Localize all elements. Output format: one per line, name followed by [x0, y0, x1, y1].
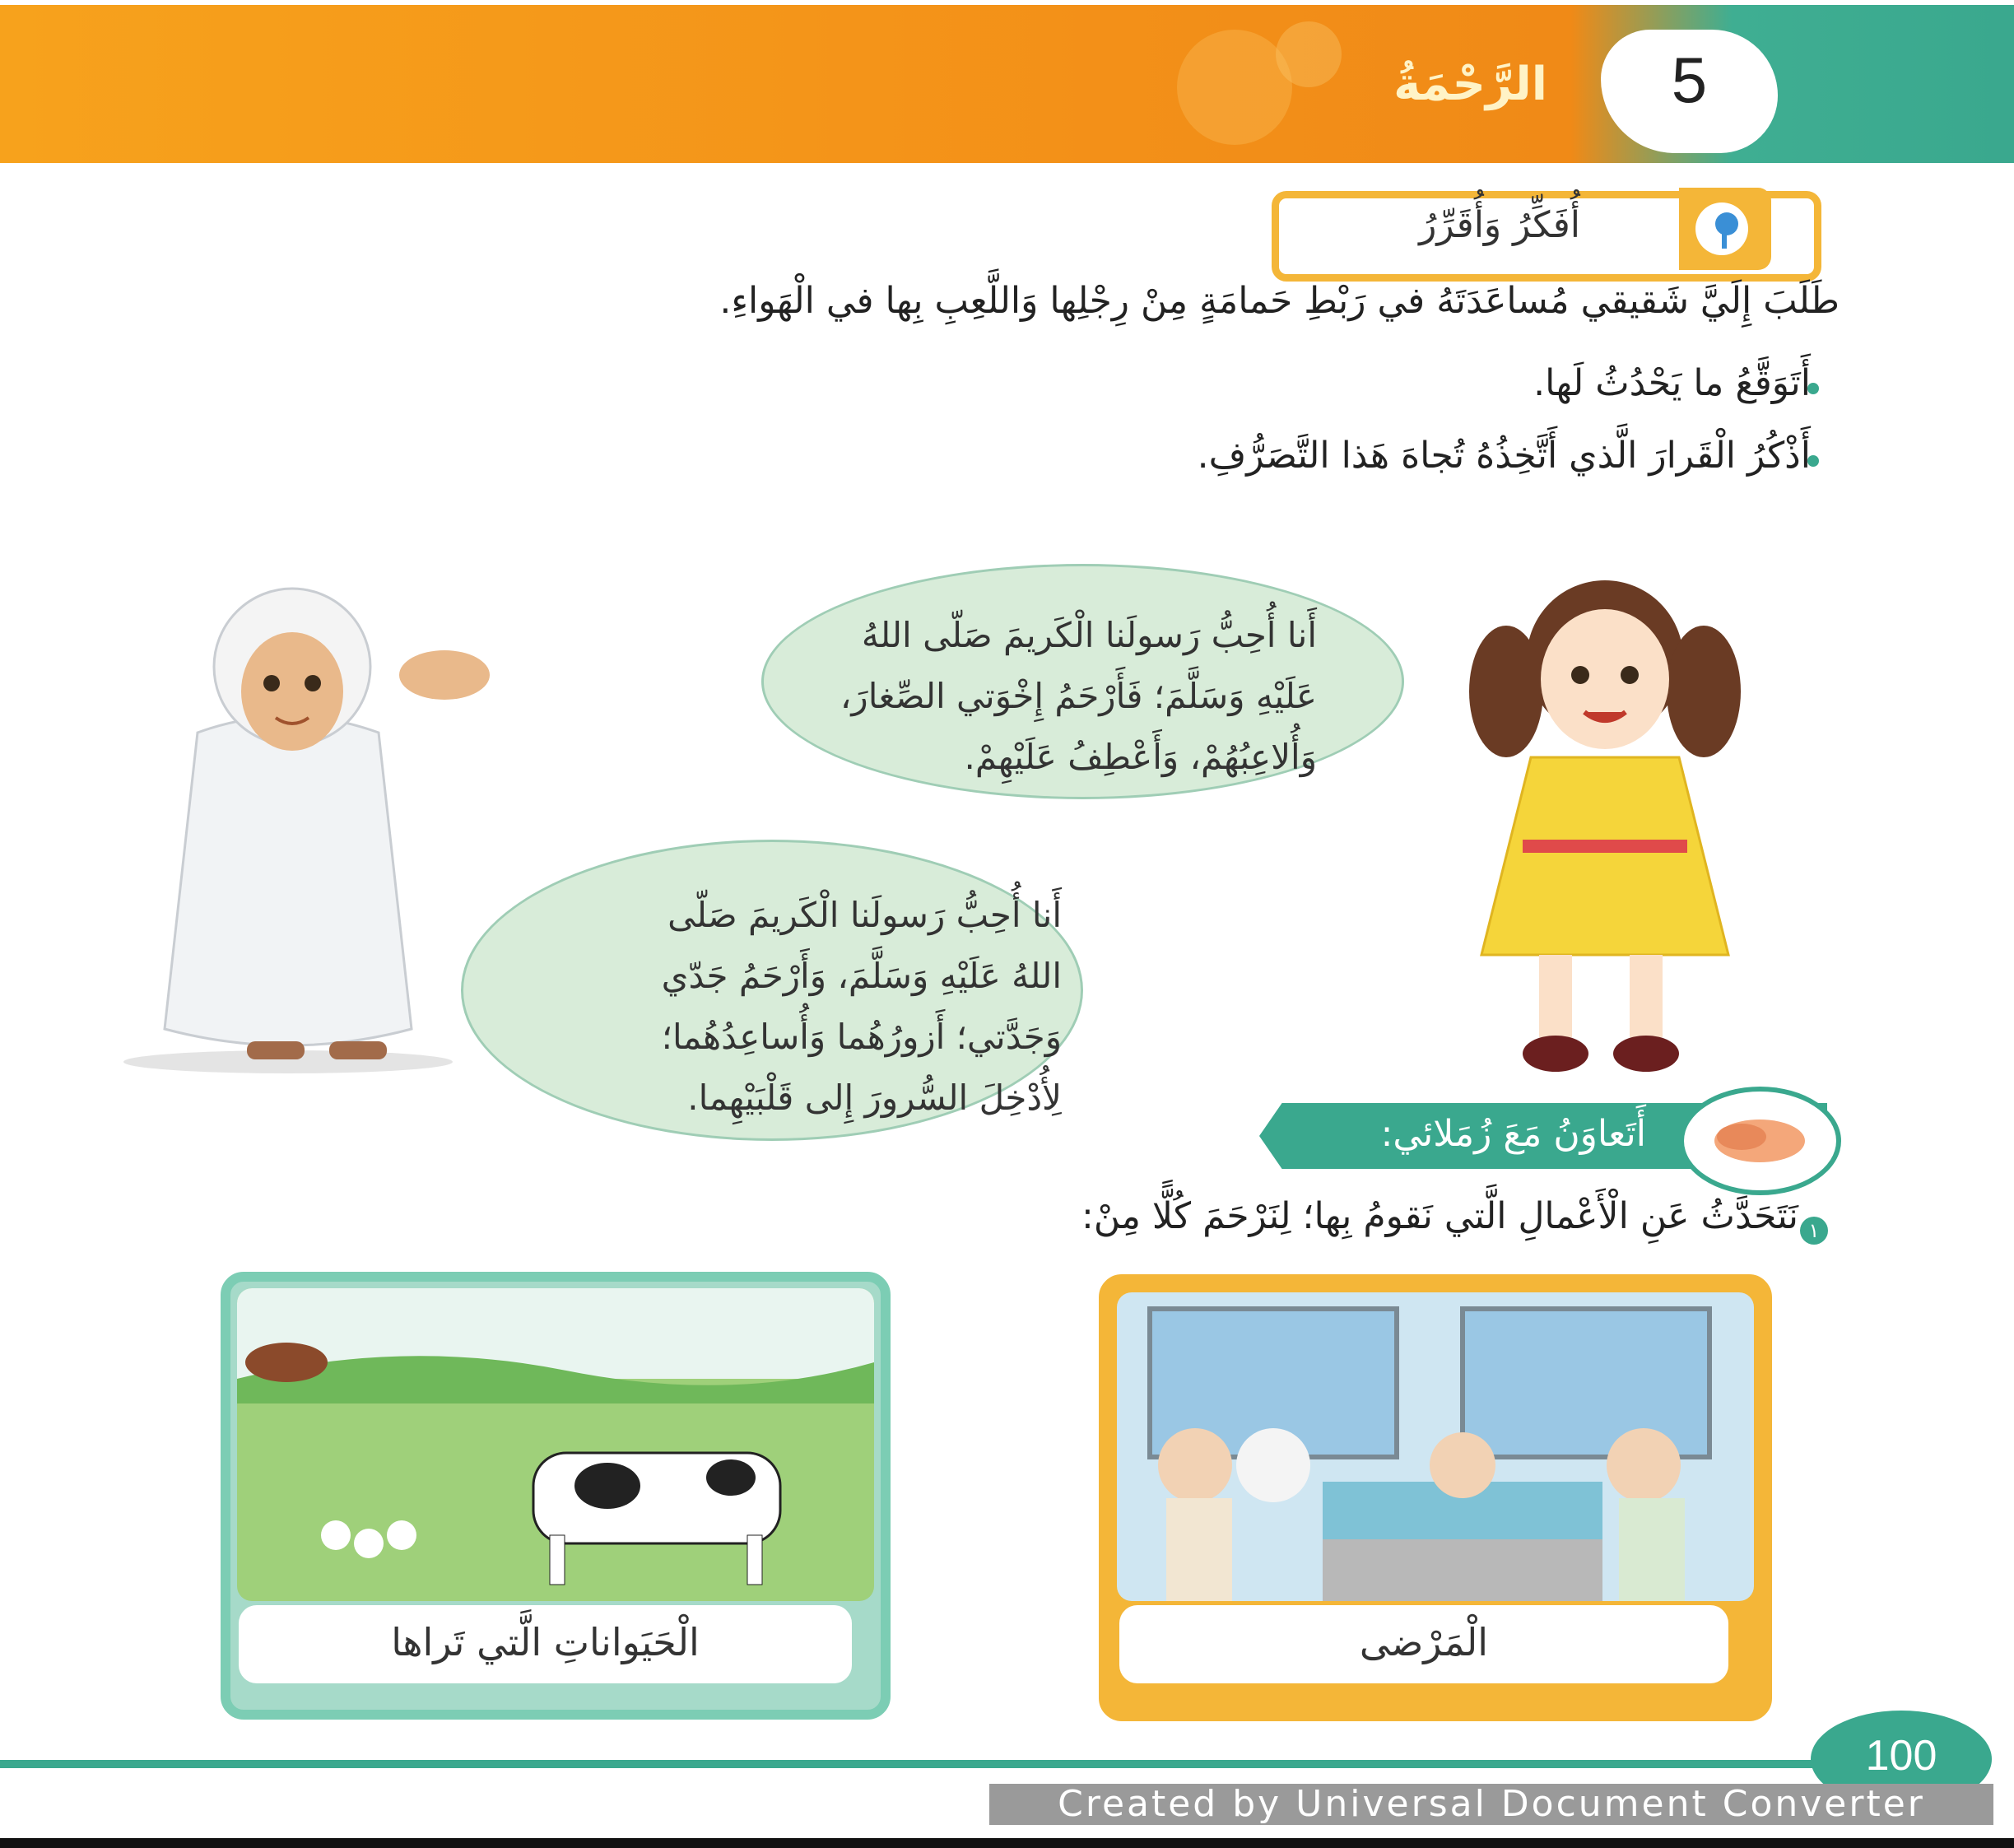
- boy-speech-line: اللهُ عَلَيْهِ وَسَلَّمَ، وَأَرْحَمُ جَدّي: [661, 956, 1062, 996]
- girl-character-illustration: [1383, 568, 1827, 1087]
- activity-number-badge: ١: [1800, 1217, 1828, 1245]
- decorative-pattern: [1136, 5, 1350, 163]
- lesson-number: 5: [1671, 44, 1708, 116]
- hospital-visit-illustration: [1117, 1292, 1754, 1601]
- boy-speech-line: لِأُدْخِلَ السُّرورَ إِلى قَلْبَيْهِما.: [687, 1078, 1062, 1118]
- footer-line: [0, 1760, 1852, 1768]
- animals-caption: الْحَيَواناتِ الَّتي تَراها: [391, 1620, 700, 1664]
- page-number: 100: [1865, 1732, 1937, 1780]
- girl-speech-text: [790, 605, 1317, 788]
- question-1: أَتَوَقَّعُ ما يَحْدُثُ لَها.: [1533, 362, 1811, 404]
- farm-animals-illustration: [237, 1288, 874, 1601]
- boy-speech-text: [502, 885, 1062, 1129]
- boy-speech-line: وَجَدَّتي؛ أَزورُهُما وَأُساعِدُهُما؛: [661, 1017, 1062, 1057]
- watermark-text: Created by Universal Document Converter: [989, 1784, 1993, 1825]
- patients-caption: الْمَرْضى: [1359, 1620, 1489, 1664]
- girl-speech-line: وَأُلاعِبُهُمْ، وَأَعْطِفُ عَلَيْهِمْ.: [964, 737, 1317, 777]
- cooperate-label: أَتَعاوَنُ مَعَ زُمَلائي:: [1380, 1113, 1646, 1155]
- bottom-border: [0, 1838, 2014, 1848]
- girl-speech-line: عَلَيْهِ وَسَلَّمَ؛ فَأَرْحَمُ إِخْوَتي الصِّغارَ،: [840, 676, 1317, 716]
- handshake-icon: [1679, 1087, 1841, 1195]
- thinking-head-icon: [1679, 188, 1771, 270]
- intro-text: طَلَبَ إِلَيَّ شَقيقي مُساعَدَتَهُ في رَبْطِ حَمامَةٍ مِنْ رِجْلِها وَاللَّعِبِ بِها في الْهَواءِ.: [719, 280, 1840, 322]
- girl-speech-line: أَنا أُحِبُّ رَسولَنا الْكَريمَ صَلّى اللهُ: [861, 615, 1317, 655]
- boy-speech-line: أَنا أُحِبُّ رَسولَنا الْكَريمَ صَلّى: [667, 895, 1062, 935]
- activity-text: نَتَحَدَّثُ عَنِ الْأَعْمالِ الَّتي نَقومُ بِها؛ لِنَرْحَمَ كُلًّا مِنْ:: [1081, 1195, 1798, 1237]
- lesson-title: الرَّحْمَةُ: [1393, 58, 1547, 111]
- question-2: أَذْكُرُ الْقَرارَ الَّذي أَتَّخِذُهُ تُجاهَ هَذا التَّصَرُّفِ.: [1197, 435, 1811, 477]
- think-decide-label: أُفَكِّرُ وَأُقَرِّرُ: [1419, 204, 1580, 246]
